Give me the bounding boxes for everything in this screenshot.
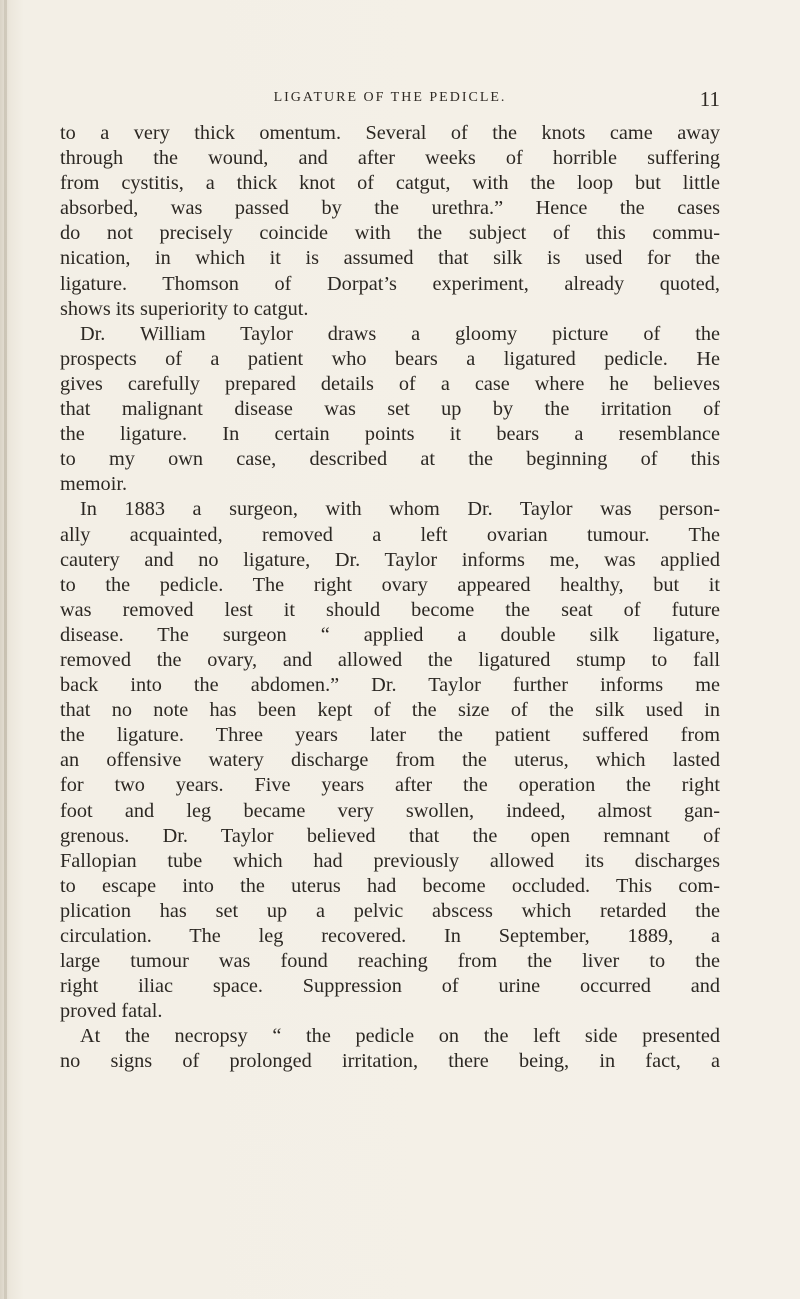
text-line: was removed lest it should become the seat of future: [60, 598, 720, 621]
text-line: to escape into the uterus had become occluded. This com-: [60, 874, 720, 897]
text-line: ally acquainted, removed a left ovarian tumour. The: [60, 523, 720, 546]
text-line: right iliac space. Suppression of urine occurred and: [60, 975, 720, 998]
text-line: disease. The surgeon “ applied a double silk ligature,: [60, 623, 720, 646]
text-line: Fallopian tube which had previously allowed its discharges: [60, 849, 720, 872]
text-line: In 1883 a surgeon, with whom Dr. Taylor was person-: [80, 498, 720, 521]
text-line: ligature. Thomson of Dorpat’s experiment, already quoted,: [60, 272, 720, 295]
text-line: the ligature. Three years later the patient suffered from: [60, 724, 720, 747]
text-line: that no note has been kept of the size of the silk used in: [60, 699, 720, 722]
text-line: gives carefully prepared details of a case where he believes: [60, 372, 720, 395]
page-number: 11: [699, 87, 720, 111]
text-line: to a very thick omentum. Several of the knots came away: [60, 122, 720, 144]
text-line: cautery and no ligature, Dr. Taylor informs me, was applied: [60, 548, 720, 571]
text-line: to the pedicle. The right ovary appeared healthy, but it: [60, 573, 720, 596]
text-line: removed the ovary, and allowed the ligatured stump to fall: [60, 648, 720, 671]
text-line: back into the abdomen.” Dr. Taylor further informs me: [60, 674, 720, 697]
text-line: do not precisely coincide with the subject of this commu-: [60, 222, 720, 245]
text-line: memoir.: [60, 473, 128, 496]
text-line: the ligature. In certain points it bears a resemblance: [60, 423, 720, 446]
text-line: grenous. Dr. Taylor believed that the open remnant of: [60, 824, 720, 847]
body-text: [60, 121, 720, 1075]
text-line: prospects of a patient who bears a ligatured pedicle. He: [60, 347, 720, 370]
text-line: proved fatal.: [60, 1000, 163, 1023]
text-line: Dr. William Taylor draws a gloomy picture of the: [80, 322, 720, 345]
text-line: nication, in which it is assumed that silk is used for the: [60, 247, 720, 270]
running-title: LIGATURE OF THE PEDICLE.: [273, 90, 507, 105]
text-line: that malignant disease was set up by the irritation of: [60, 398, 720, 421]
text-line: shows its superiority to catgut.: [60, 297, 309, 320]
running-head: [60, 87, 720, 112]
page-gutter: [4, 0, 7, 1299]
text-line: through the wound, and after weeks of horrible suffering: [60, 147, 720, 170]
text-line: to my own case, described at the beginning of this: [60, 448, 720, 471]
text-line: from cystitis, a thick knot of catgut, with the loop but little: [60, 172, 720, 195]
text-line: circulation. The leg recovered. In September, 1889, a: [60, 925, 720, 947]
text-line: At the necropsy “ the pedicle on the left side presented: [80, 1025, 720, 1048]
text-line: large tumour was found reaching from the liver to the: [60, 950, 720, 973]
text-line: plication has set up a pelvic abscess which retarded the: [60, 899, 720, 922]
text-line: no signs of prolonged irritation, there being, in fact, a: [60, 1050, 720, 1073]
text-line: absorbed, was passed by the urethra.” Hence the cases: [60, 197, 720, 220]
text-line: foot and leg became very swollen, indeed, almost gan-: [60, 799, 720, 822]
text-line: for two years. Five years after the operation the right: [60, 774, 720, 797]
text-line: an offensive watery discharge from the uterus, which lasted: [60, 749, 720, 772]
